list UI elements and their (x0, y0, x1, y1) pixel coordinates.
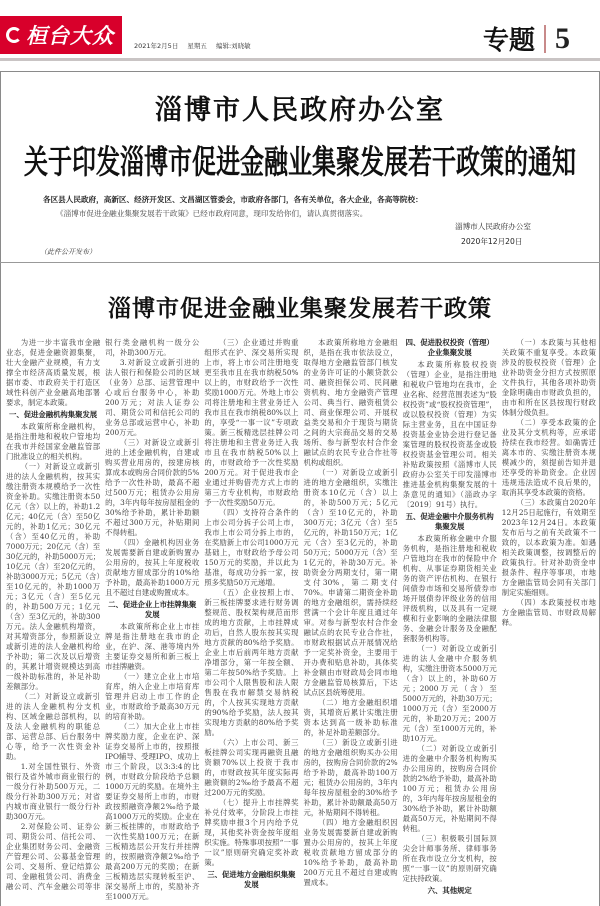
policy-paragraph: （四）本政策授权市地方金融监管局、市财政局解释。 (501, 598, 596, 627)
policy-paragraph: （六）上市公司、新三板挂牌公司实现再融资且融资额70%以上投资于我市的，市财政按其年度实际再融资额的2‰给予最高不超过200万元的奖励。 (204, 738, 299, 797)
policy-section-heading: 三、促进地方金融组织集聚发展 (207, 870, 296, 889)
policy-paragraph: 本政策所称金融中介服务机构，是指注册地和税收户管地均在我市的保险中介机构、从事证券期货相关业务的资产评估机构、在银行间债券市场和交易所债券市场开展债券评级业务的信用评级机构，以及具有一定规模和行业影响的金融法律服务、金融会计服务及金融配套服务机构等。 (402, 534, 497, 643)
newspaper-logo (0, 16, 122, 54)
policy-paragraph: 2.对保险公司、证券公司、期货公司、信托公司、企业集团财务公司、金融资产管理公司、公募基金管理公司、交易所、登记结算公司、金融租赁公司、消费金融公司、汽车金融公司等非银行类金融机构一级分公司，补助300万元。 (6, 338, 200, 891)
logo-text: 桓台大众 (26, 23, 114, 48)
policy-section-heading: 四、促进股权投资（管理）企业集聚发展 (405, 338, 494, 357)
notice-signer: 淄博市人民政府办公室 (455, 222, 531, 231)
notice-sign-date: 2020年12月20日 (461, 237, 523, 246)
policy-paragraph: 本政策所称企业上市挂牌是指注册地在我市的企业，在沪、深、港等境内外主要证券交易所和新三板上市挂牌融资。 (105, 622, 200, 671)
notice-text: 《淄博市促进金融业集聚发展若干政策》已经市政府同意，现印发给你们，请认真贯彻落实。 (56, 209, 368, 218)
policy-paragraph: 3.对新设立或新引进的法人银行和保险公司的区域（业务）总部、运营管理中心或后台服务中心，补助200万元；对法人证券公司、期货公司和信托公司的业务总部或运营中心，补助200万元。 (105, 358, 200, 437)
policy-section-heading: 二、促进企业上市挂牌集聚发展 (108, 600, 197, 619)
policy-section-heading: 六、其他规定 (427, 886, 472, 895)
policy-paragraph: （三）积极吸引国际顶尖会计师事务所、律师事务所在我市设立分支机构，按照“一事一议”的原则研究确定扶持政策。 (402, 834, 497, 883)
section-divider-line (0, 262, 600, 263)
section-label (483, 20, 570, 57)
policy-paragraph: （一）对新设立或新引进的法人金融中介服务机构，实缴注册资本5000万元（含）以上的，补助60万元；2000万元（含）至5000万元的，补助30万元；1000万元（含）至2000万元的，补助20万元；200万元（含）至1000万元的，补助10万元。 (402, 644, 497, 743)
dateline (134, 41, 258, 50)
masthead (0, 16, 600, 58)
policy-paragraph: （二）地方金融组织增资，其增资后累计实缴注册资本达到高一级补助标准的，补足补助差额部分。 (303, 698, 398, 737)
section-divider (544, 25, 546, 53)
policy-paragraph: （一）本政策与其他相关政策不重复享受。本政策涉及的股权投资（管理）企业补助资金分担方式按照原文件执行，其他各项补助资金除明确由市财政负担的，由市和所在区县按现行财政体制分级负担。 (501, 338, 596, 417)
policy-paragraph: （三）本政策自2020年12月25日起施行，有效期至2023年12月24日。本政策发布后与之前有关政策不一致的，以本政策为准。如遇相关政策调整，按调整后的政策执行。针对补助资金申报条件、程序等事项，市地方金融监管局会同有关部门制定实施细则。 (501, 498, 596, 597)
policy-paragraph: （三）对新设立或新引进的上述金融机构，自建或购买营业用房的，按建房核算成本或购房合同价款的5%给予一次性补助，最高不超过500万元；租赁办公用房的，3年内每年按房屋租金的30%给予补助，累计补助额不超过300万元，补贴期间不得转租。 (105, 438, 200, 537)
policy-title: 淄博市促进金融业集聚发展若干政策 (108, 295, 492, 322)
logo-swirl-icon (6, 27, 22, 43)
issuer-title: 淄博市人民政府办公室 (155, 95, 445, 126)
policy-paragraph: 本政策所称股权投资（管理）企业，是指注册地和税收户管地均在我市，企业名称、经营范围表述为“股权投资”或“股权投资管理”，或以股权投资（管理）为实际主营业务，且在中国证券投资基金业协会进行登记备案管理的股权投资基金或股权投资基金管理公司。相关补贴政策按照《淄博市人民政府办公室关于印发淄博市推进基金机构集聚发展的十条意见的通知》（淄政办字〔2019〕91号）执行。 (402, 360, 497, 509)
policy-paragraph: （五）企业按照上市、新三板挂牌要求进行财务调整规范、股权架构规范而形成的地方贡献，上市挂牌成功后，自然人股东按其实现地方贡献的80%给予奖励。企业上市后前两年地方贡献净增部分，第一年按全额、第二年按50%给予奖励。上市公司个人限售股和法人限售股在我市解禁交易纳税的，个人按其实现地方贡献的90%给予奖励，法人按其实现地方贡献的80%给予奖励。 (204, 588, 299, 737)
policy-paragraph: （二）对新设立或新引进的法人金融机构分支机构、区域金融总部机构，以及法人金融机构的职能总部、运营总部、后台服务中心等，给予一次性资金补助。 (6, 692, 101, 761)
editor: 编辑:刘晓敏 (215, 42, 251, 50)
policy-section-heading: 一、促进金融机构集聚发展 (9, 410, 98, 419)
issue-date: 2021年2月5日 (134, 42, 179, 50)
policy-paragraph: （二）享受本政策的企业及其分支机构等，应承诺持续在我市经营。如确需迁离本市的、实缴注册资本规模减少的，须提前告知并退还享受的补助资金。企业因违规违法造成不良后果的，取消其享受本政策的资格。 (501, 418, 596, 497)
section-name: 专题 (482, 26, 535, 56)
policy-paragraph: （三）企业通过并购重组形式在沪、深交易所实现上市，将上市公司注册地变更至我市且在我市纳税50%以上的，市财政给予一次性奖励1000万元。外地上市公司将注册地和主营业务迁入我市且在我市纳税80%以上的，享受“一事一议”专项政策。新三板精选层挂牌公司将注册地和主营业务迁入我市且在我市纳税50%以上的，市财政给予一次性奖励200万元。对于促进我市企业通过并购借壳方式上市的第三方专业机构，市财政给予一次性奖励50万元。 (204, 338, 299, 507)
policy-paragraph: （二）对新设立或新引进的金融中介服务机构购买办公用房的，按购房合同价款的2%给予补助，最高补助100万元；租赁办公用房的，3年内每年按房屋租金的30%给予补助，累计补助额最高50万元，补贴期间不得转租。 (402, 744, 497, 833)
policy-paragraph: 为进一步丰富我市金融业态，促进金融资源集聚，壮大金融产业规模，有力支撑全市经济高质量发展，根据市委、市政府关于打造区域性科创产业金融高地部署要求，制定本政策。 (6, 338, 101, 407)
policy-paragraph: （三）新设立或新引进的地方金融组织购买办公用房的，按购房合同价款的2%给予补助，最高补助100万元；租赁办公用房的，3年内每年按房屋租金的30%给予补助，累计补助额最高50万元，补贴期间不得转租。 (303, 738, 398, 817)
policy-paragraph: （四）地方金融组织因业务发展需要新自建或新购置办公用房的，按其上年度税收贡献地方留成部分的10%给予补助，最高补助200万元且不超过自建或购置成本。 (303, 818, 398, 887)
publish-note: （此件公开发布） (40, 248, 96, 256)
policy-paragraph: （二）加大企业上市挂牌奖励力度，企业在沪、深证券交易所上市的，按照报IPO辅导、受理IPO、成功上市三个阶段，以3:3:4的比例，市财政分阶段给予总额1000万元的奖励。在境外主要证券交易所上市的，市财政按照融资净额2‰给予最高1000万元的奖励。企业在新三板挂牌的，市财政给予一次性奖励100万元；在新三板精选层公开发行并挂牌的，按照融资净额2‰给予最高200万元的奖励；在新三板精选层实现转板至沪、深交易所上市的，奖励补齐至1000万元。 (105, 722, 200, 901)
page-number: 5 (555, 21, 570, 55)
policy-paragraph: （一）对新设立或新引进的法人金融机构，按其实缴注册资本规模给予一次性资金补助。实缴注册资本50亿元（含）以上的，补助1.2亿元；40亿元（含）至50亿元的，补助1亿元；30亿元（含）至40亿元的，补助7000万元；20亿元（含）至30亿元的，补助5000万元；10亿元（含）至20亿元的，补助3000万元；5亿元（含）至10亿元的，补助1000万元；3亿元（含）至5亿元的，补助500万元；1亿元（含）至3亿元的，补助300万元。法人金融机构增资，对其增资部分，参照新设立或新引进的法人金融机构给予补助；第二次及以后增资的，其累计增资规模达到高一级补助标准的，补足补助差额部分。 (6, 462, 101, 691)
policy-paragraph: 本政策所称地方金融组织，是指在我市依法设立，取得地方金融监管部门核发的业务许可证的小额贷款公司、融资担保公司、民间融资机构、地方金融资产管理公司、典当行、融资租赁公司、商业保理公司、开展权益类交易和介于现货与期货之间的大宗商品交易的交易场所、参与新型农村合作金融试点的农民专业合作社等机构或组织。 (303, 338, 398, 467)
policy-paragraph: （一）建立企业上市培育库，纳入企业上市培育库管理并启动上市工作的企业，市财政给予最高30万元的培育补助。 (105, 672, 200, 721)
masthead-rule (0, 58, 600, 61)
policy-paragraph: 本政策所称金融机构，是指注册地和税收户管地均在我市并经国家金融监管部门批准设立的相关机构。 (6, 422, 101, 461)
issue-weekday: 星期五 (187, 42, 207, 50)
policy-paragraph: 1.对全国性银行、外资银行及省外城市商业银行的一级分行补助500万元，二级分行补助300万元；对省内城市商业银行一级分行补助300万元。 (6, 762, 101, 821)
policy-body (6, 338, 596, 904)
notice-addressee: 各区县人民政府，高新区、经济开发区、文昌湖区管委会，市政府各部门，各有关单位，各大企业，各高等院校： (43, 195, 423, 204)
notice-title: 关于印发淄博市促进金融业集聚发展若干政策的通知 (24, 141, 576, 181)
policy-paragraph: （四）金融机构因业务发展需要新自建或新购置办公用房的，按其上年度税收贡献地方留成部分的10%给予补助，最高补助1000万元且不超过自建或购置成本。 (105, 538, 200, 597)
policy-paragraph: （七）提升上市挂牌奖补兑付效率，分阶段上市挂牌奖励申报3个月内给予兑现，其他奖补资金按年度组织实施。特殊事项按照“一事一议”原则研究确定奖补政策。 (204, 798, 299, 867)
policy-paragraph: （四）支持符合条件的上市公司分拆子公司上市，我市上市公司分拆上市的，在奖励新上市公司1000万元基础上，市财政给予母公司150万元的奖励，并以此为基准，每成功分拆一家，按照多奖励50万元递增。 (204, 508, 299, 587)
policy-section-heading: 五、促进金融中介服务机构集聚发展 (405, 512, 494, 531)
policy-paragraph: （一）对新设立或新引进的地方金融组织，实缴注册资本10亿元（含）以上的，补助500万元；5亿元（含）至10亿元的，补助300万元；3亿元（含）至5亿元的，补助150万元；1亿元（含）至3亿元的，补助50万元；5000万元（含）至1亿元的，补助30万元。补助资金分两期支付，第一期支付30%，第二期支付70%。申请第二期资金补助的地方金融组织，需持续经营满一个会计年度且通过年审。对参与新型农村合作金融试点的农民专业合作社，市财政根据试点开展情况给予一定奖补资金，主要用于开办费和贴息补助，具体奖补金额由市财政局会同市地方金融监管局核算后，下达试点区县统筹使用。 (303, 468, 398, 697)
